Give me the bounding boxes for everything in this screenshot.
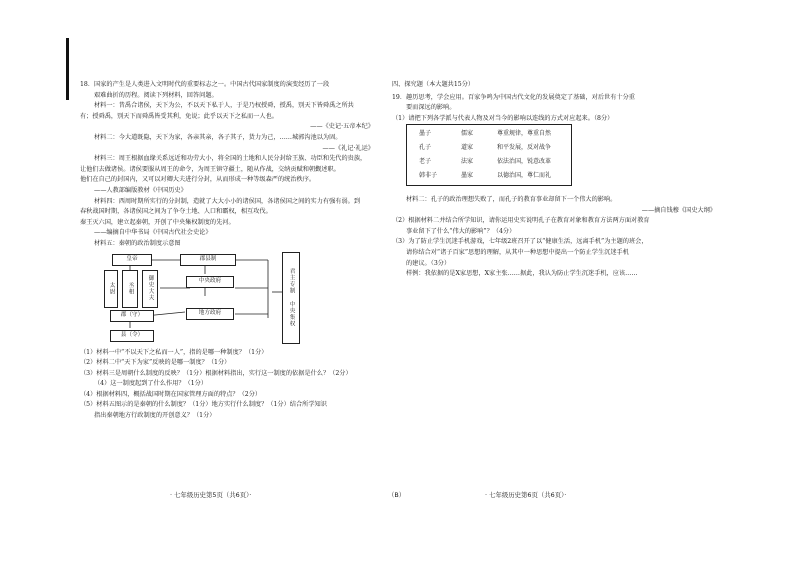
material-1-source: ——《史记·五帝本纪》 [310,123,374,131]
material-3-cont2: 他们在自己的封国内，又可以对卿大夫进行分封，从而形成一种等级森严的统治秩序。 [80,176,316,184]
q18-sub1: （1）材料一中“不以天下之私而一人”，指的是哪一种制度？（1分） [80,348,268,356]
q19-sub2: （2）根据材料二并结合所学知识，请你运用史实说明孔子在教育对象和教育方法两方面对教育 [392,217,650,225]
yushi-box: 御史大夫 [142,270,158,308]
material-3-cont: 让他们去做诸侯。诸侯要服从周王的命令，为周王镇守疆土，随从作战，交纳贡赋和朝觐述职。 [80,165,340,173]
q19-sub3-cont: 请你结合对“诸子百家”思想的理解，从其中一种思想中提出一个防止学生沉迷手机 [406,248,629,256]
chengxiang-box: 丞相 [122,270,138,308]
right-page [392,80,722,280]
school-cell: 法家 [461,158,474,166]
schools-matching-table [406,124,572,186]
material-3-source: ——人教部编版教材《中国历史》 [94,186,187,194]
person-cell: 墨子 [419,130,432,138]
material-1-cont: 有；授舜禹，别天下而舜禹皆受其利，免说；此乎以天下之私而一人也。 [80,112,278,120]
scan-edge-mark [66,38,69,100]
q18-sub2: （2）材料二中“天下为家”反映的是哪一制度？（1分） [80,359,231,367]
local-government-box: 地方政府 [186,308,234,320]
schools-table-row [411,155,567,169]
person-cell: 老子 [419,158,432,166]
q19-sub2-cont: 事业留下了什么“伟大的影响”？（4分） [406,227,516,235]
person-cell: 韩非子 [419,172,438,180]
q18-heading: 18．国家的产生是人类进入文明时代的重要标志之一。中国古代国家制度的演变经历了一段 [80,81,330,88]
schools-table-row [411,169,567,183]
material-4-source: ——编摘自中华书局《中国古代社会史论》 [94,229,212,237]
material-4: 材料四：西周时期所实行的分封制，造就了大大小小的诸侯国，各诸侯国之间的实力有强有弱。到 [94,197,361,205]
q18-sub5: （5）材料五图示的是秦朝的什么制度？（1分）地方实行什么制度？（1分）结合所学知识 [80,401,327,409]
person-cell: 孔子 [419,144,432,152]
school-cell: 道家 [461,144,474,152]
section-heading: 四、探究题（本大题共15分） [392,81,475,88]
junxian-box: 郡县制 [180,254,236,266]
material-1: 材料一：昔禹合诸侯，天下为公，不以天下私于人，于是乃权授舜，授禹，别天下皆舜禹之所共 [94,102,354,110]
influence-cell: 以德治国，尊仁而礼 [497,172,552,180]
q19-sub1: （1）请把下列各学派与代表人物及对当今的影响以连线的方式对应起来。（8分） [392,114,614,122]
material-2: 材料二：今大道既隐，天下为家，各亲其亲，各子其子，货力为己，……城郭沟池以为固。 [94,133,342,141]
booklet-mark: （B） [388,491,406,499]
material-2-right: 材料二：孔子的政治理想失败了，而孔子的教育事业却留下一个伟大的影响。 [406,195,617,203]
influence-cell: 尊重规律，尊重自然 [497,130,552,138]
q18-sub5-cont: 指出秦朝地方行政制度的开创意义？（1分） [94,412,216,420]
schools-table-row [411,141,567,155]
jun-box: 郡（守） [110,310,154,322]
material-2-right-source: ——摘自钱穆《国史大纲》 [641,206,716,214]
left-page [80,80,380,422]
material-5-label: 材料五：秦朝的政治制度示意图 [94,239,181,247]
q19-sub3: （3）为了防止学生沉迷手机游戏，七年级2班召开了以“健康生活，远离手机”为主题的班会， [392,238,648,246]
q19-sub3-cont2: 的建议。（3分） [406,259,451,267]
influence-cell: 和平发展，反对战争 [497,144,552,152]
emperor-box: 皇帝 [112,254,152,266]
material-4-cont: 春秋战国时期，各诸侯国之间为了争夺土地、人口和霸权，相互攻伐。 [80,208,272,216]
xian-box: 县（令） [110,330,154,342]
influence-cell: 依法治国，锐意改革 [497,158,552,166]
autocracy-centralization-label: 君主专制 中央集权 [282,252,300,344]
school-cell: 墨家 [461,172,474,180]
q19-example: 样例：我依据的是X家思想，X家主张……据此，我认为防止学生沉迷手机，应该…… [406,270,638,278]
central-government-box: 中央政府 [186,276,234,288]
right-page-footer: · 七年级历史第6页（共6页）· [485,491,567,499]
q18-sub3: （3）材料三是周朝什么制度的反映？（1分）根据材料指出，实行这一制度的依据是什么？（2分） [80,369,352,377]
q19-heading: 19．趣历思考，学会应用。百家争鸣为中国古代文化的发展奠定了基础，对后世有十分重 [392,93,635,101]
taiwei-box: 太尉 [104,270,118,308]
schools-table-row [411,127,567,141]
qin-political-system-diagram [100,252,310,344]
material-3: 材料三：周王根据血缘关系远近和功劳大小，将全国的土地和人民分封给王族、功臣和先代的贵族， [94,155,367,163]
material-2-source: ——《礼记·礼运》 [322,144,374,152]
left-page-footer: · 七年级历史第5页（共6页）· [170,491,252,499]
school-cell: 儒家 [461,130,474,138]
q18-sub4: （4）根据材料四，概括战国时期在国家管理方面的特点？（2分） [80,390,262,398]
material-4-cont2: 秦王灭六国，建立起秦朝，开创了中央集权制度的先河。 [80,218,235,226]
q18-heading-cont: 艰难曲折的历程。阅读下列材料，回答问题。 [94,91,218,99]
q19-heading-cont: 要而深远的影响。 [406,104,456,112]
q18-sub3-cont: （4）这一制度起到了什么作用？（1分） [94,380,208,388]
